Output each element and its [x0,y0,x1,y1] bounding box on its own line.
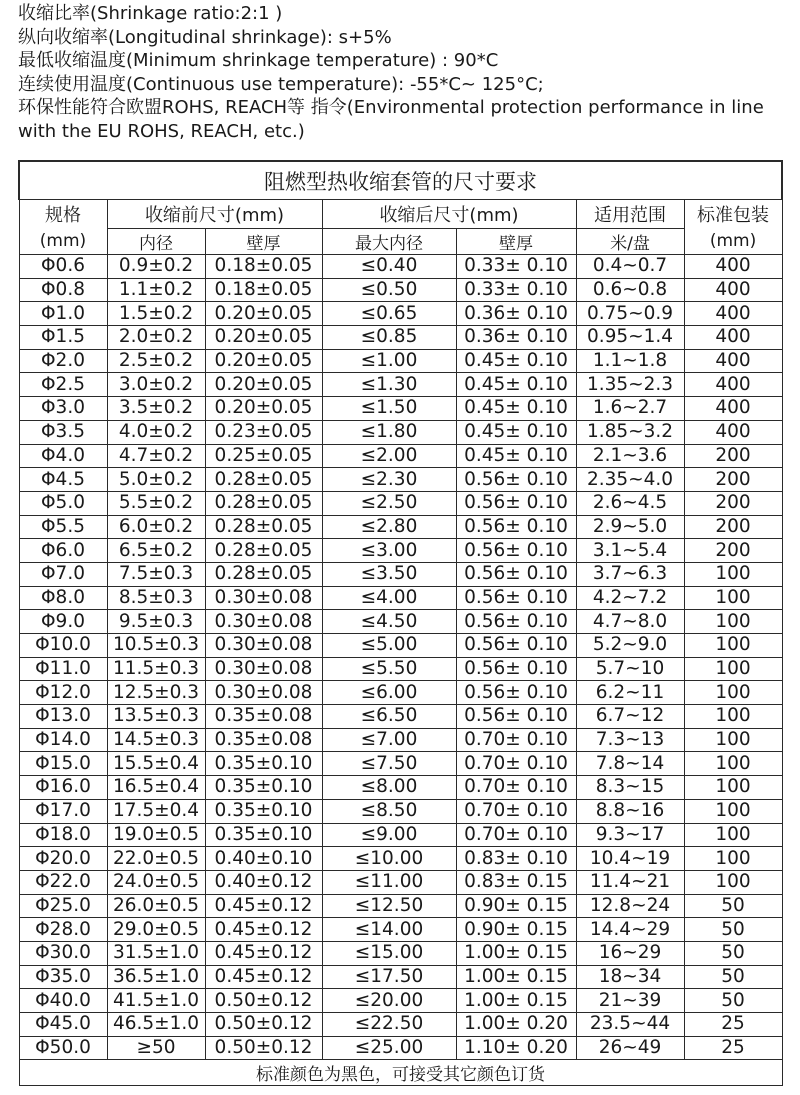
wall-thickness-after-cell: 0.56± 0.10 [456,491,576,515]
table-row [19,1013,782,1037]
wall-thickness-cell: 0.20±0.05 [205,326,322,350]
max-inner-diameter-cell: ≤2.00 [322,444,456,468]
spec-cell: Φ14.0 [19,728,107,752]
range-cell: 0.75~0.9 [576,302,684,326]
inner-diameter-cell: 41.5±1.0 [107,989,205,1013]
range-cell: 6.2~11 [576,681,684,705]
shrinkage-ratio-line: 收缩比率(Shrinkage ratio:2:1 ) [18,3,283,24]
table-row [19,397,782,421]
range-cell: 11.4~21 [576,870,684,894]
range-cell: 3.7~6.3 [576,562,684,586]
max-inner-diameter-cell: ≤1.80 [322,420,456,444]
wall-thickness-cell: 0.28±0.05 [205,491,322,515]
package-cell: 200 [684,515,782,539]
header-spec: 规格 [19,200,107,229]
wall-thickness-after-cell: 0.45± 0.10 [456,397,576,421]
spec-cell: Φ25.0 [19,894,107,918]
package-cell: 100 [684,728,782,752]
spec-cell: Φ4.0 [19,444,107,468]
inner-diameter-cell: 1.5±0.2 [107,302,205,326]
wall-thickness-after-cell: 0.56± 0.10 [456,562,576,586]
package-cell: 50 [684,918,782,942]
range-cell: 7.8~14 [576,752,684,776]
table-row [19,539,782,563]
range-cell: 3.1~5.4 [576,539,684,563]
table-row [19,278,782,302]
max-inner-diameter-cell: ≤17.50 [322,965,456,989]
header-wall-thickness: 壁厚 [205,229,322,255]
header-inner-diameter: 内径 [107,229,205,255]
inner-diameter-cell: 10.5±0.3 [107,634,205,658]
table-row [19,586,782,610]
table-row [19,941,782,965]
table-row [19,752,782,776]
wall-thickness-after-cell: 0.56± 0.10 [456,515,576,539]
table-footer-row [19,1060,782,1086]
wall-thickness-cell: 0.45±0.12 [205,965,322,989]
range-cell: 23.5~44 [576,1013,684,1037]
continuous-use-temperature-line: 连续使用温度(Continuous use temperature): -55*C~ 125°C; [18,73,544,95]
spec-cell: Φ28.0 [19,918,107,942]
inner-diameter-cell: 17.5±0.4 [107,799,205,823]
inner-diameter-cell: 8.5±0.3 [107,586,205,610]
table-row [19,776,782,800]
wall-thickness-after-cell: 0.83± 0.10 [456,847,576,871]
max-inner-diameter-cell: ≤2.80 [322,515,456,539]
table-row [19,326,782,350]
range-cell: 1.6~2.7 [576,397,684,421]
wall-thickness-cell: 0.28±0.05 [205,468,322,492]
max-inner-diameter-cell: ≤0.65 [322,302,456,326]
header-range-unit: 米/盘 [576,229,684,255]
header-before-shrink: 收缩前尺寸(mm) [107,200,322,229]
package-cell: 200 [684,539,782,563]
wall-thickness-cell: 0.50±0.12 [205,989,322,1013]
package-cell: 25 [684,1036,782,1060]
wall-thickness-cell: 0.35±0.08 [205,705,322,729]
header-package-unit: (mm) [684,229,782,255]
spec-cell: Φ5.5 [19,515,107,539]
inner-diameter-cell: 36.5±1.0 [107,965,205,989]
max-inner-diameter-cell: ≤4.00 [322,586,456,610]
wall-thickness-cell: 0.35±0.10 [205,823,322,847]
package-cell: 400 [684,326,782,350]
table-row [19,823,782,847]
table-row [19,468,782,492]
wall-thickness-after-cell: 1.00± 0.15 [456,965,576,989]
wall-thickness-cell: 0.23±0.05 [205,420,322,444]
header-after-shrink: 收缩后尺寸(mm) [322,200,576,229]
spec-cell: Φ15.0 [19,752,107,776]
spec-cell: Φ8.0 [19,586,107,610]
inner-diameter-cell: ≥50 [107,1036,205,1060]
header-wall-thickness-after: 壁厚 [456,229,576,255]
max-inner-diameter-cell: ≤6.50 [322,705,456,729]
spec-cell: Φ20.0 [19,847,107,871]
range-cell: 4.2~7.2 [576,586,684,610]
package-cell: 100 [684,847,782,871]
max-inner-diameter-cell: ≤3.50 [322,562,456,586]
inner-diameter-cell: 19.0±0.5 [107,823,205,847]
wall-thickness-after-cell: 0.56± 0.10 [456,705,576,729]
spec-cell: Φ12.0 [19,681,107,705]
max-inner-diameter-cell: ≤15.00 [322,941,456,965]
range-cell: 2.1~3.6 [576,444,684,468]
wall-thickness-cell: 0.50±0.12 [205,1013,322,1037]
header-application-range: 适用范围 [576,200,684,229]
wall-thickness-after-cell: 0.33± 0.10 [456,255,576,279]
spec-cell: Φ9.0 [19,610,107,634]
max-inner-diameter-cell: ≤1.50 [322,397,456,421]
max-inner-diameter-cell: ≤1.00 [322,349,456,373]
wall-thickness-cell: 0.30±0.08 [205,634,322,658]
wall-thickness-after-cell: 0.36± 0.10 [456,326,576,350]
spec-cell: Φ0.6 [19,255,107,279]
table-row [19,705,782,729]
max-inner-diameter-cell: ≤0.85 [322,326,456,350]
min-shrink-temperature-line: 最低收缩温度(Minimum shrinkage temperature) : 90*C [18,50,499,72]
package-cell: 400 [684,397,782,421]
intro-text [18,2,793,144]
package-cell: 100 [684,776,782,800]
table-row [19,373,782,397]
max-inner-diameter-cell: ≤8.50 [322,799,456,823]
package-cell: 100 [684,634,782,658]
table-title-row [19,161,782,200]
inner-diameter-cell: 6.5±0.2 [107,539,205,563]
inner-diameter-cell: 14.5±0.3 [107,728,205,752]
max-inner-diameter-cell: ≤14.00 [322,918,456,942]
spec-cell: Φ17.0 [19,799,107,823]
spec-cell: Φ18.0 [19,823,107,847]
spec-cell: Φ7.0 [19,562,107,586]
wall-thickness-cell: 0.18±0.05 [205,255,322,279]
wall-thickness-after-cell: 0.56± 0.10 [456,681,576,705]
spec-cell: Φ3.0 [19,397,107,421]
wall-thickness-cell: 0.30±0.08 [205,586,322,610]
wall-thickness-cell: 0.28±0.05 [205,562,322,586]
package-cell: 100 [684,870,782,894]
wall-thickness-cell: 0.35±0.08 [205,728,322,752]
max-inner-diameter-cell: ≤1.30 [322,373,456,397]
table-footer-note: 标准颜色为黑色，可接受其它颜色订货 [19,1060,782,1086]
wall-thickness-after-cell: 0.83± 0.15 [456,870,576,894]
wall-thickness-after-cell: 0.70± 0.10 [456,776,576,800]
spec-cell: Φ16.0 [19,776,107,800]
package-cell: 100 [684,799,782,823]
wall-thickness-after-cell: 0.56± 0.10 [456,634,576,658]
table-row [19,989,782,1013]
package-cell: 400 [684,349,782,373]
spec-cell: Φ50.0 [19,1036,107,1060]
wall-thickness-cell: 0.45±0.12 [205,918,322,942]
wall-thickness-after-cell: 1.00± 0.15 [456,941,576,965]
range-cell: 6.7~12 [576,705,684,729]
range-cell: 4.7~8.0 [576,610,684,634]
package-cell: 200 [684,444,782,468]
range-cell: 9.3~17 [576,823,684,847]
package-cell: 200 [684,468,782,492]
range-cell: 1.1~1.8 [576,349,684,373]
range-cell: 2.6~4.5 [576,491,684,515]
spec-cell: Φ2.0 [19,349,107,373]
max-inner-diameter-cell: ≤6.00 [322,681,456,705]
inner-diameter-cell: 46.5±1.0 [107,1013,205,1037]
wall-thickness-cell: 0.35±0.10 [205,799,322,823]
wall-thickness-cell: 0.20±0.05 [205,397,322,421]
wall-thickness-after-cell: 0.70± 0.10 [456,728,576,752]
wall-thickness-cell: 0.20±0.05 [205,302,322,326]
wall-thickness-cell: 0.45±0.12 [205,941,322,965]
package-cell: 50 [684,941,782,965]
header-spec-unit: (mm) [19,229,107,255]
wall-thickness-cell: 0.25±0.05 [205,444,322,468]
wall-thickness-cell: 0.30±0.08 [205,610,322,634]
inner-diameter-cell: 24.0±0.5 [107,870,205,894]
max-inner-diameter-cell: ≤12.50 [322,894,456,918]
header-row-1 [19,200,782,229]
package-cell: 50 [684,989,782,1013]
wall-thickness-after-cell: 0.45± 0.10 [456,420,576,444]
wall-thickness-after-cell: 0.70± 0.10 [456,752,576,776]
table-row [19,728,782,752]
max-inner-diameter-cell: ≤5.50 [322,657,456,681]
wall-thickness-cell: 0.28±0.05 [205,539,322,563]
max-inner-diameter-cell: ≤10.00 [322,847,456,871]
inner-diameter-cell: 15.5±0.4 [107,752,205,776]
range-cell: 8.3~15 [576,776,684,800]
header-standard-package: 标准包装 [684,200,782,229]
wall-thickness-after-cell: 0.90± 0.15 [456,894,576,918]
max-inner-diameter-cell: ≤25.00 [322,1036,456,1060]
range-cell: 26~49 [576,1036,684,1060]
table-row [19,349,782,373]
table-row [19,799,782,823]
wall-thickness-cell: 0.28±0.05 [205,515,322,539]
table-row [19,562,782,586]
wall-thickness-cell: 0.50±0.12 [205,1036,322,1060]
max-inner-diameter-cell: ≤0.40 [322,255,456,279]
range-cell: 8.8~16 [576,799,684,823]
package-cell: 400 [684,420,782,444]
wall-thickness-after-cell: 0.90± 0.15 [456,918,576,942]
inner-diameter-cell: 1.1±0.2 [107,278,205,302]
wall-thickness-after-cell: 0.56± 0.10 [456,468,576,492]
table-row [19,1036,782,1060]
wall-thickness-after-cell: 0.56± 0.10 [456,657,576,681]
table-row [19,610,782,634]
package-cell: 400 [684,302,782,326]
wall-thickness-after-cell: 0.45± 0.10 [456,444,576,468]
spec-cell: Φ40.0 [19,989,107,1013]
table-row [19,681,782,705]
inner-diameter-cell: 9.5±0.3 [107,610,205,634]
spec-cell: Φ4.5 [19,468,107,492]
table-row [19,894,782,918]
inner-diameter-cell: 2.5±0.2 [107,349,205,373]
spec-cell: Φ3.5 [19,420,107,444]
header-max-inner-diameter: 最大内径 [322,229,456,255]
table-row [19,918,782,942]
inner-diameter-cell: 5.0±0.2 [107,468,205,492]
table-row [19,255,782,279]
package-cell: 400 [684,255,782,279]
range-cell: 21~39 [576,989,684,1013]
max-inner-diameter-cell: ≤5.00 [322,634,456,658]
wall-thickness-after-cell: 0.36± 0.10 [456,302,576,326]
range-cell: 0.6~0.8 [576,278,684,302]
max-inner-diameter-cell: ≤20.00 [322,989,456,1013]
wall-thickness-after-cell: 1.10± 0.20 [456,1036,576,1060]
spec-cell: Φ1.5 [19,326,107,350]
range-cell: 18~34 [576,965,684,989]
spec-cell: Φ35.0 [19,965,107,989]
wall-thickness-after-cell: 0.33± 0.10 [456,278,576,302]
spec-cell: Φ22.0 [19,870,107,894]
max-inner-diameter-cell: ≤8.00 [322,776,456,800]
package-cell: 25 [684,1013,782,1037]
inner-diameter-cell: 29.0±0.5 [107,918,205,942]
range-cell: 5.2~9.0 [576,634,684,658]
wall-thickness-cell: 0.40±0.12 [205,870,322,894]
max-inner-diameter-cell: ≤22.50 [322,1013,456,1037]
inner-diameter-cell: 3.0±0.2 [107,373,205,397]
package-cell: 100 [684,562,782,586]
wall-thickness-cell: 0.45±0.12 [205,894,322,918]
wall-thickness-after-cell: 1.00± 0.15 [456,989,576,1013]
wall-thickness-after-cell: 0.45± 0.10 [456,349,576,373]
range-cell: 5.7~10 [576,657,684,681]
range-cell: 1.35~2.3 [576,373,684,397]
inner-diameter-cell: 26.0±0.5 [107,894,205,918]
inner-diameter-cell: 11.5±0.3 [107,657,205,681]
wall-thickness-after-cell: 1.00± 0.20 [456,1013,576,1037]
max-inner-diameter-cell: ≤2.30 [322,468,456,492]
max-inner-diameter-cell: ≤7.50 [322,752,456,776]
wall-thickness-cell: 0.40±0.10 [205,847,322,871]
range-cell: 2.35~4.0 [576,468,684,492]
wall-thickness-after-cell: 0.56± 0.10 [456,539,576,563]
wall-thickness-cell: 0.35±0.10 [205,752,322,776]
longitudinal-shrinkage-line: 纵向收缩率(Longitudinal shrinkage): s+5% [18,26,392,48]
wall-thickness-cell: 0.30±0.08 [205,681,322,705]
package-cell: 400 [684,373,782,397]
wall-thickness-cell: 0.20±0.05 [205,373,322,397]
package-cell: 50 [684,965,782,989]
spec-cell: Φ13.0 [19,705,107,729]
inner-diameter-cell: 5.5±0.2 [107,491,205,515]
spec-cell: Φ6.0 [19,539,107,563]
package-cell: 100 [684,586,782,610]
inner-diameter-cell: 7.5±0.3 [107,562,205,586]
package-cell: 100 [684,705,782,729]
range-cell: 0.95~1.4 [576,326,684,350]
package-cell: 100 [684,610,782,634]
package-cell: 100 [684,823,782,847]
spec-cell: Φ2.5 [19,373,107,397]
package-cell: 400 [684,278,782,302]
range-cell: 2.9~5.0 [576,515,684,539]
inner-diameter-cell: 31.5±1.0 [107,941,205,965]
table-row [19,870,782,894]
table-row [19,634,782,658]
spec-cell: Φ1.0 [19,302,107,326]
max-inner-diameter-cell: ≤7.00 [322,728,456,752]
wall-thickness-cell: 0.30±0.08 [205,657,322,681]
wall-thickness-after-cell: 0.70± 0.10 [456,799,576,823]
spec-cell: Φ11.0 [19,657,107,681]
environmental-compliance-line: 环保性能符合欧盟ROHS, REACH等 指令(Environmental protection performance in line with the EU ROHS, REACH, etc.) [18,97,764,142]
wall-thickness-cell: 0.35±0.10 [205,776,322,800]
range-cell: 12.8~24 [576,894,684,918]
inner-diameter-cell: 22.0±0.5 [107,847,205,871]
spec-cell: Φ0.8 [19,278,107,302]
wall-thickness-after-cell: 0.56± 0.10 [456,586,576,610]
range-cell: 1.85~3.2 [576,420,684,444]
wall-thickness-after-cell: 0.70± 0.10 [456,823,576,847]
package-cell: 100 [684,752,782,776]
header-row-2 [19,229,782,255]
table-row [19,847,782,871]
package-cell: 200 [684,491,782,515]
inner-diameter-cell: 13.5±0.3 [107,705,205,729]
max-inner-diameter-cell: ≤3.00 [322,539,456,563]
wall-thickness-cell: 0.18±0.05 [205,278,322,302]
inner-diameter-cell: 2.0±0.2 [107,326,205,350]
range-cell: 16~29 [576,941,684,965]
inner-diameter-cell: 4.0±0.2 [107,420,205,444]
inner-diameter-cell: 0.9±0.2 [107,255,205,279]
spec-cell: Φ45.0 [19,1013,107,1037]
inner-diameter-cell: 12.5±0.3 [107,681,205,705]
range-cell: 7.3~13 [576,728,684,752]
table-row [19,444,782,468]
max-inner-diameter-cell: ≤0.50 [322,278,456,302]
size-requirements-table [18,160,783,1086]
table-row [19,491,782,515]
range-cell: 14.4~29 [576,918,684,942]
table-row [19,420,782,444]
range-cell: 0.4~0.7 [576,255,684,279]
wall-thickness-cell: 0.20±0.05 [205,349,322,373]
max-inner-diameter-cell: ≤4.50 [322,610,456,634]
inner-diameter-cell: 3.5±0.2 [107,397,205,421]
wall-thickness-after-cell: 0.45± 0.10 [456,373,576,397]
spec-cell: Φ30.0 [19,941,107,965]
max-inner-diameter-cell: ≤11.00 [322,870,456,894]
inner-diameter-cell: 4.7±0.2 [107,444,205,468]
inner-diameter-cell: 6.0±0.2 [107,515,205,539]
range-cell: 10.4~19 [576,847,684,871]
spec-cell: Φ5.0 [19,491,107,515]
package-cell: 50 [684,894,782,918]
inner-diameter-cell: 16.5±0.4 [107,776,205,800]
table-row [19,657,782,681]
table-row [19,515,782,539]
max-inner-diameter-cell: ≤9.00 [322,823,456,847]
package-cell: 100 [684,657,782,681]
table-row [19,302,782,326]
package-cell: 100 [684,681,782,705]
table-row [19,965,782,989]
table-title: 阻燃型热收缩套管的尺寸要求 [19,161,782,200]
max-inner-diameter-cell: ≤2.50 [322,491,456,515]
wall-thickness-after-cell: 0.56± 0.10 [456,610,576,634]
spec-cell: Φ10.0 [19,634,107,658]
